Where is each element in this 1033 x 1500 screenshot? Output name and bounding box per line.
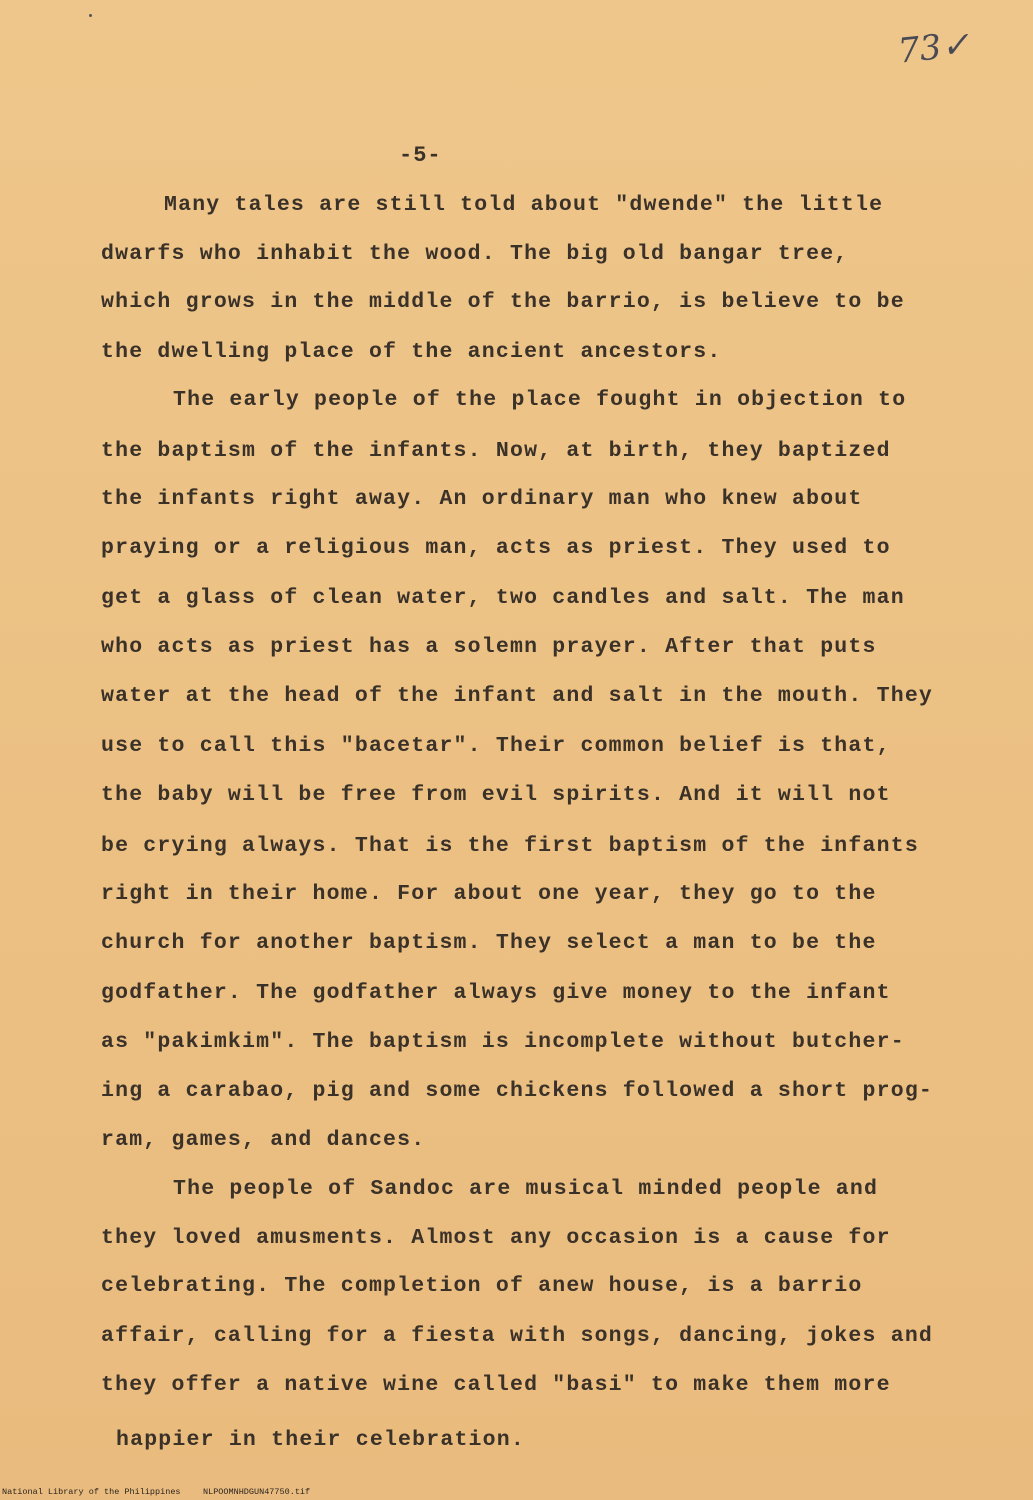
text-line: The early people of the place fought in objection to xyxy=(173,388,907,412)
text-line: dwarfs who inhabit the wood. The big old bangar tree, xyxy=(101,242,849,266)
footer-filename: NLPOOMNHDGUN47750.tif xyxy=(203,1487,311,1497)
page-number: -5- xyxy=(399,143,442,168)
text-line: they loved amusments. Almost any occasion is a cause for xyxy=(101,1226,891,1250)
text-line: as "pakimkim". The baptism is incomplete without butcher- xyxy=(101,1030,905,1054)
text-line: be crying always. That is the first baptism of the infants xyxy=(101,834,919,858)
text-line: happier in their celebration. xyxy=(116,1428,525,1452)
footer-library: National Library of the Philippines xyxy=(2,1487,181,1497)
text-line: ing a carabao, pig and some chickens followed a short prog- xyxy=(101,1079,934,1103)
text-line: they offer a native wine called "basi" to make them more xyxy=(101,1373,891,1397)
text-line: who acts as priest has a solemn prayer. After that puts xyxy=(101,635,877,659)
text-line: Many tales are still told about "dwende" the little xyxy=(164,193,884,217)
text-line: celebrating. The completion of anew house, is a barrio xyxy=(101,1274,863,1298)
text-line: get a glass of clean water, two candles and salt. The man xyxy=(101,586,905,610)
text-line: church for another baptism. They select a man to be the xyxy=(101,931,877,955)
text-line: affair, calling for a fiesta with songs, dancing, jokes and xyxy=(101,1324,934,1348)
text-line: the infants right away. An ordinary man who knew about xyxy=(101,487,863,511)
text-line: praying or a religious man, acts as priest. They used to xyxy=(101,536,891,560)
text-line: The people of Sandoc are musical minded people and xyxy=(173,1177,879,1201)
ink-speck xyxy=(89,14,92,17)
text-line: ram, games, and dances. xyxy=(101,1128,426,1152)
text-line: the baby will be free from evil spirits. And it will not xyxy=(101,783,891,807)
handwritten-page-note: 73✓ xyxy=(896,24,972,72)
text-line: right in their home. For about one year, they go to the xyxy=(101,882,877,906)
text-line: water at the head of the infant and salt in the mouth. They xyxy=(101,684,934,708)
text-line: use to call this "bacetar". Their common belief is that, xyxy=(101,734,891,758)
text-line: the baptism of the infants. Now, at birth, they baptized xyxy=(101,439,891,463)
text-line: godfather. The godfather always give money to the infant xyxy=(101,981,891,1005)
text-line: which grows in the middle of the barrio, is believe to be xyxy=(101,290,905,314)
text-line: the dwelling place of the ancient ancestors. xyxy=(101,340,722,364)
